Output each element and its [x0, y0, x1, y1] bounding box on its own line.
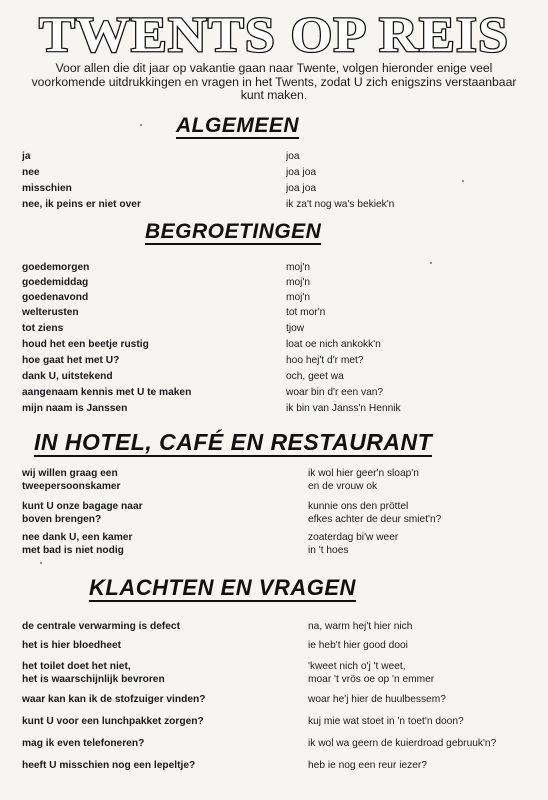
section-heading-text: IN HOTEL, CAFÉ EN RESTAURANT	[34, 429, 433, 455]
dutch-phrase: hoe gaat het met U?	[22, 355, 120, 366]
dutch-phrase: ja	[22, 151, 31, 162]
twents-phrase: ik wol wa geern de kuierdroad gebruuk'n?	[308, 738, 497, 749]
scan-speck	[140, 124, 142, 126]
twents-phrase: kunnie ons den pröttel efkes achter de deur smiet'n?	[308, 501, 442, 525]
dutch-phrase: wij willen graag een tweepersoonskamer	[22, 468, 121, 492]
twents-phrase: 'kweet nich o'j 't weet, moar 't vrös oe op 'n emmer	[308, 661, 435, 685]
section-heading-algemeen	[176, 114, 299, 138]
twents-phrase: moj'n	[286, 262, 311, 273]
dutch-phrase: kunt U voor een lunchpakket zorgen?	[22, 716, 204, 727]
dutch-phrase: goedemiddag	[22, 277, 89, 288]
dutch-phrase: tot ziens	[22, 323, 64, 334]
section-heading-begroetingen	[145, 220, 321, 244]
dutch-phrase: nee, ik peins er niet over	[22, 199, 141, 210]
twents-phrase: ik wol hier geer'n sloap'n en de vrouw ok	[308, 468, 419, 492]
dutch-phrase: nee	[22, 167, 40, 178]
dutch-phrase: welterusten	[22, 307, 79, 318]
dutch-phrase: heeft U misschien nog een lepeltje?	[22, 760, 196, 771]
section-heading-klachten-en-vragen	[89, 575, 356, 601]
title-text: TWENTS OP REIS	[39, 6, 510, 60]
dutch-phrase: goedenavond	[22, 292, 89, 303]
twents-phrase: moj'n	[286, 277, 311, 288]
dutch-phrase: waar kan kan ik de stofzuiger vinden?	[22, 694, 206, 705]
twents-phrase: joa	[286, 151, 300, 162]
dutch-phrase: mag ik even telefoneren?	[22, 738, 145, 749]
twents-phrase: moj'n	[286, 292, 311, 303]
dutch-phrase: de centrale verwarming is defect	[22, 621, 180, 632]
twents-phrase: joa joa	[286, 167, 317, 178]
scan-speck	[462, 180, 464, 182]
scan-speck	[430, 262, 432, 264]
scan-speck	[40, 562, 42, 564]
section-heading-text: ALGEMEEN	[176, 114, 300, 137]
twents-phrase: na, warm hej't hier nich	[308, 621, 413, 632]
twents-phrase: hoo hej't d'r met?	[286, 355, 364, 366]
dutch-phrase: mijn naam is Janssen	[22, 403, 128, 414]
section-heading-hotel-cafe-restaurant	[34, 429, 432, 456]
twents-phrase: tot mor'n	[286, 307, 326, 318]
twents-phrase: ie heb't hier good dooi	[308, 640, 408, 651]
twents-phrase: woar he'j hier de huulbessem?	[308, 694, 446, 705]
twents-phrase: heb ie nog een reur iezer?	[308, 760, 427, 771]
dutch-phrase: nee dank U, een kamer met bad is niet nodig	[22, 532, 133, 556]
twents-phrase: zoaterdag bi'w weer in 't hoes	[308, 532, 399, 556]
page-title	[0, 4, 548, 60]
twents-phrase: ik za't nog wa's bekiek'n	[286, 199, 395, 210]
dutch-phrase: houd het een beetje rustig	[22, 339, 149, 350]
dutch-phrase: dank U, uitstekend	[22, 371, 113, 382]
twents-phrase: loat oe nich ankokk'n	[286, 339, 381, 350]
dutch-phrase: goedemorgen	[22, 262, 90, 273]
twents-phrase: woar bin d'r een van?	[286, 387, 384, 398]
twents-phrase: tjow	[286, 323, 305, 334]
dutch-phrase: het toilet doet het niet, het is waarschijnlijk bevroren	[22, 661, 165, 685]
twents-phrase: ik bin van Janss'n Hennik	[286, 403, 401, 414]
dutch-phrase: aangenaam kennis met U te maken	[22, 387, 192, 398]
dutch-phrase: het is hier bloedheet	[22, 640, 122, 651]
dutch-phrase: misschien	[22, 183, 72, 194]
section-heading-text: KLACHTEN EN VRAGEN	[89, 575, 356, 600]
section-heading-text: BEGROETINGEN	[145, 220, 322, 243]
twents-phrase: joa joa	[286, 183, 317, 194]
dutch-phrase: kunt U onze bagage naar boven brengen?	[22, 501, 143, 525]
twents-phrase: kuj mie wat stoet in 'n toet'n doon?	[308, 716, 464, 727]
intro-paragraph: Voor allen die dit jaar op vakantie gaan naar Twente, volgen hieronder enige veel voorkomende uitdrukkingen en vragen in het Twents, zodat U zich enigszins verstaanbaar kunt maken.	[31, 61, 517, 102]
twents-phrase: och, geet wa	[286, 371, 344, 382]
